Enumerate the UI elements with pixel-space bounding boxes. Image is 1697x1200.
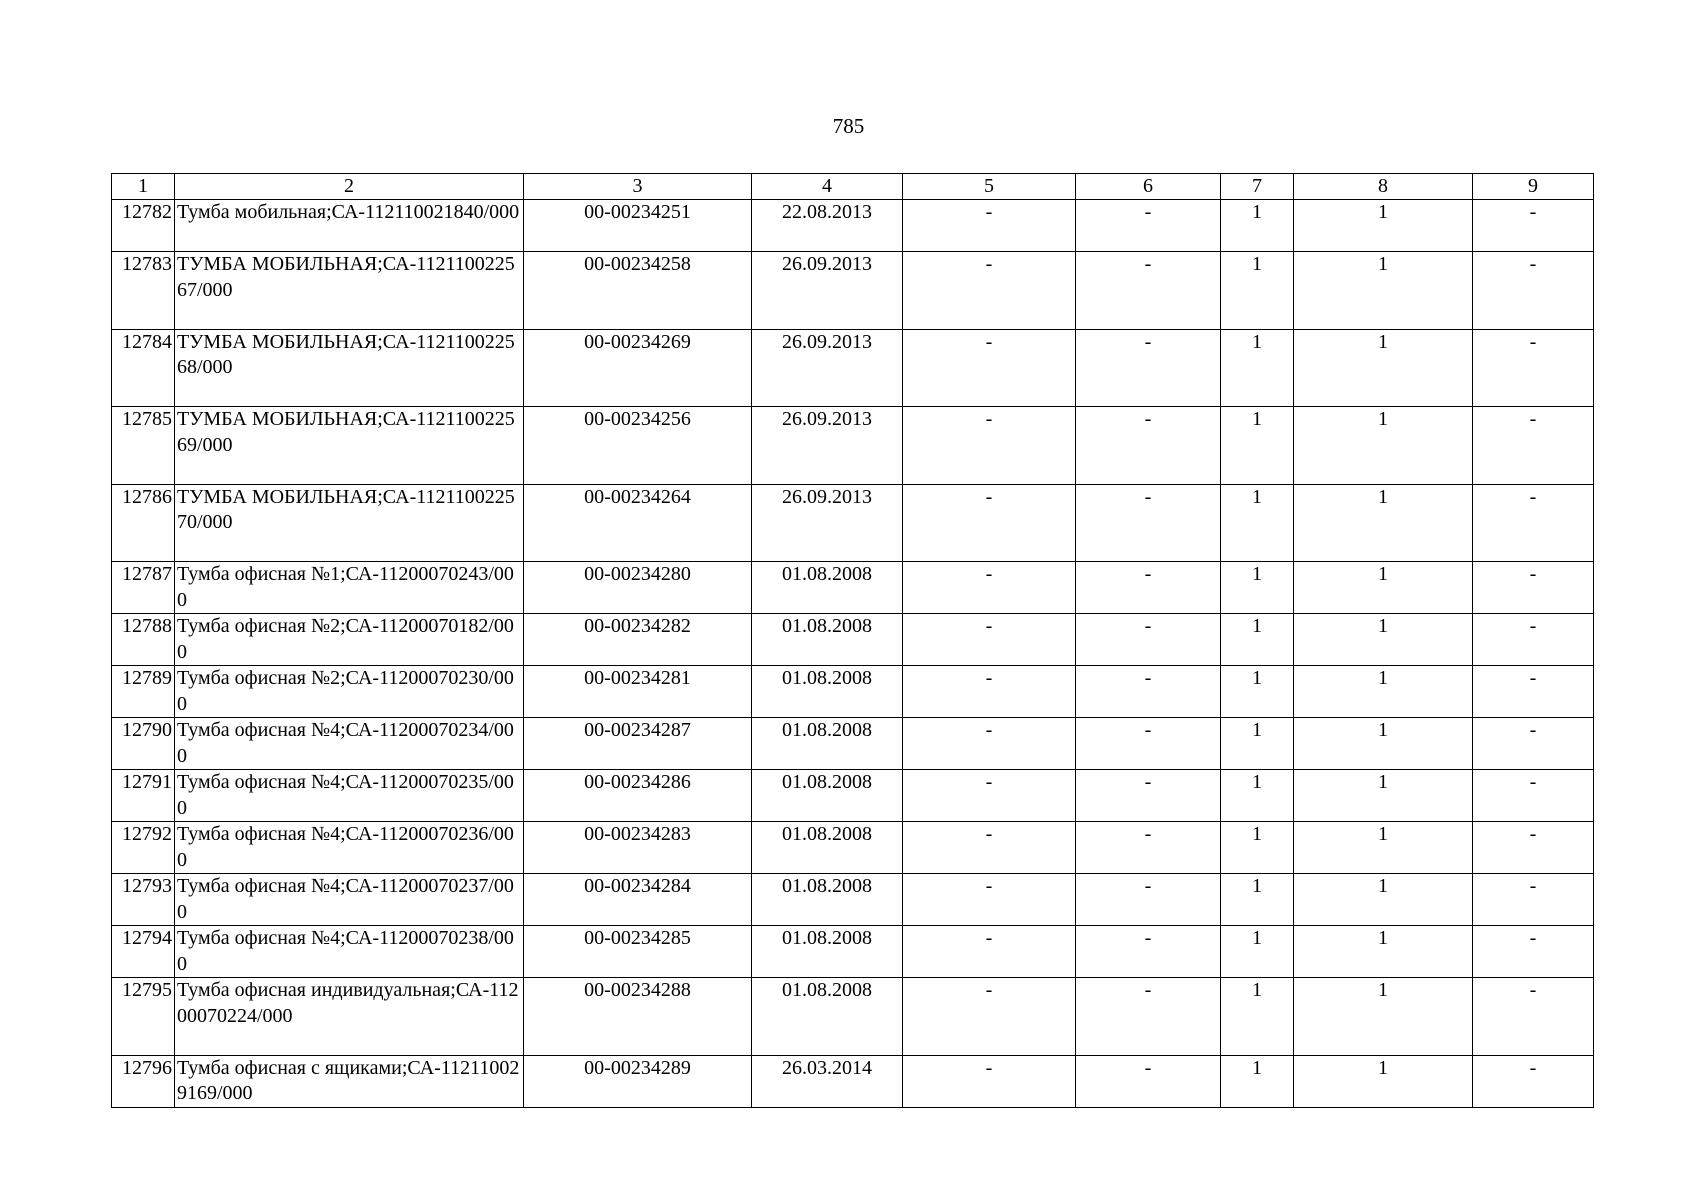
date-cell: 01.08.2008	[752, 718, 903, 770]
column-7-cell: 1	[1221, 329, 1294, 407]
item-name-cell: ТУМБА МОБИЛЬНАЯ;СА-112110022570/000	[175, 484, 524, 562]
date-cell: 01.08.2008	[752, 614, 903, 666]
row-number-cell: 12782	[112, 200, 175, 252]
column-7-cell: 1	[1221, 718, 1294, 770]
column-5-cell: -	[903, 252, 1076, 330]
column-8-cell: 1	[1294, 718, 1473, 770]
row-number-cell: 12793	[112, 874, 175, 926]
column-6-cell: -	[1076, 770, 1221, 822]
table-row	[112, 329, 1594, 407]
column-6-cell: -	[1076, 614, 1221, 666]
table-row	[112, 770, 1594, 822]
table-row	[112, 407, 1594, 485]
column-5-cell: -	[903, 200, 1076, 252]
column-5-cell: -	[903, 329, 1076, 407]
inventory-code-cell: 00-00234256	[524, 407, 752, 485]
table-row	[112, 926, 1594, 978]
page-number: 785	[832, 114, 865, 138]
column-5-cell: -	[903, 562, 1076, 614]
column-header: 7	[1221, 174, 1294, 200]
column-5-cell: -	[903, 926, 1076, 978]
inventory-code-cell: 00-00234280	[524, 562, 752, 614]
inventory-code-cell: 00-00234264	[524, 484, 752, 562]
column-7-cell: 1	[1221, 1055, 1294, 1107]
column-7-cell: 1	[1221, 614, 1294, 666]
column-7-cell: 1	[1221, 926, 1294, 978]
column-9-cell: -	[1473, 666, 1594, 718]
table-row	[112, 718, 1594, 770]
column-9-cell: -	[1473, 614, 1594, 666]
inventory-code-cell: 00-00234289	[524, 1055, 752, 1107]
column-9-cell: -	[1473, 978, 1594, 1056]
column-6-cell: -	[1076, 252, 1221, 330]
item-name-cell: Тумба офисная №4;СА-11200070236/000	[175, 822, 524, 874]
column-header: 9	[1473, 174, 1594, 200]
inventory-code-cell: 00-00234251	[524, 200, 752, 252]
inventory-code-cell: 00-00234287	[524, 718, 752, 770]
row-number-cell: 12790	[112, 718, 175, 770]
table-row	[112, 252, 1594, 330]
row-number-cell: 12795	[112, 978, 175, 1056]
column-8-cell: 1	[1294, 407, 1473, 485]
row-number-cell: 12792	[112, 822, 175, 874]
column-9-cell: -	[1473, 874, 1594, 926]
column-header: 3	[524, 174, 752, 200]
column-9-cell: -	[1473, 718, 1594, 770]
table-body	[112, 200, 1594, 1108]
column-8-cell: 1	[1294, 770, 1473, 822]
inventory-code-cell: 00-00234285	[524, 926, 752, 978]
date-cell: 26.03.2014	[752, 1055, 903, 1107]
item-name-cell: Тумба офисная №4;СА-11200070237/000	[175, 874, 524, 926]
column-6-cell: -	[1076, 329, 1221, 407]
column-9-cell: -	[1473, 484, 1594, 562]
item-name-cell: ТУМБА МОБИЛЬНАЯ;СА-112110022568/000	[175, 329, 524, 407]
column-8-cell: 1	[1294, 329, 1473, 407]
row-number-cell: 12794	[112, 926, 175, 978]
column-7-cell: 1	[1221, 770, 1294, 822]
column-9-cell: -	[1473, 926, 1594, 978]
date-cell: 01.08.2008	[752, 770, 903, 822]
item-name-cell: ТУМБА МОБИЛЬНАЯ;СА-112110022569/000	[175, 407, 524, 485]
header-row	[112, 174, 1594, 200]
item-name-cell: Тумба офисная №2;СА-11200070230/000	[175, 666, 524, 718]
inventory-code-cell: 00-00234286	[524, 770, 752, 822]
column-8-cell: 1	[1294, 822, 1473, 874]
row-number-cell: 12786	[112, 484, 175, 562]
table-row	[112, 1055, 1594, 1107]
column-8-cell: 1	[1294, 926, 1473, 978]
column-8-cell: 1	[1294, 614, 1473, 666]
table-row	[112, 978, 1594, 1056]
column-7-cell: 1	[1221, 978, 1294, 1056]
item-name-cell: Тумба мобильная;СА-112110021840/000	[175, 200, 524, 252]
date-cell: 01.08.2008	[752, 822, 903, 874]
date-cell: 01.08.2008	[752, 666, 903, 718]
table-row	[112, 874, 1594, 926]
table-row	[112, 200, 1594, 252]
table-row	[112, 484, 1594, 562]
column-6-cell: -	[1076, 484, 1221, 562]
column-8-cell: 1	[1294, 978, 1473, 1056]
column-9-cell: -	[1473, 200, 1594, 252]
column-6-cell: -	[1076, 874, 1221, 926]
item-name-cell: Тумба офисная №1;СА-11200070243/000	[175, 562, 524, 614]
column-6-cell: -	[1076, 562, 1221, 614]
column-9-cell: -	[1473, 407, 1594, 485]
column-7-cell: 1	[1221, 200, 1294, 252]
column-8-cell: 1	[1294, 484, 1473, 562]
column-5-cell: -	[903, 614, 1076, 666]
table-row	[112, 822, 1594, 874]
item-name-cell: Тумба офисная №2;СА-11200070182/000	[175, 614, 524, 666]
table-row	[112, 562, 1594, 614]
inventory-code-cell: 00-00234283	[524, 822, 752, 874]
column-9-cell: -	[1473, 329, 1594, 407]
column-7-cell: 1	[1221, 666, 1294, 718]
row-number-cell: 12796	[112, 1055, 175, 1107]
table-row	[112, 666, 1594, 718]
item-name-cell: Тумба офисная индивидуальная;СА-11200070224/000	[175, 978, 524, 1056]
item-name-cell: ТУМБА МОБИЛЬНАЯ;СА-112110022567/000	[175, 252, 524, 330]
inventory-table	[111, 173, 1594, 1108]
column-8-cell: 1	[1294, 666, 1473, 718]
date-cell: 01.08.2008	[752, 926, 903, 978]
column-5-cell: -	[903, 484, 1076, 562]
column-5-cell: -	[903, 874, 1076, 926]
item-name-cell: Тумба офисная №4;СА-11200070238/000	[175, 926, 524, 978]
column-5-cell: -	[903, 718, 1076, 770]
date-cell: 26.09.2013	[752, 252, 903, 330]
column-7-cell: 1	[1221, 562, 1294, 614]
column-header: 1	[112, 174, 175, 200]
row-number-cell: 12784	[112, 329, 175, 407]
column-5-cell: -	[903, 822, 1076, 874]
column-header: 6	[1076, 174, 1221, 200]
column-5-cell: -	[903, 978, 1076, 1056]
column-5-cell: -	[903, 666, 1076, 718]
date-cell: 22.08.2013	[752, 200, 903, 252]
row-number-cell: 12783	[112, 252, 175, 330]
column-5-cell: -	[903, 770, 1076, 822]
column-9-cell: -	[1473, 562, 1594, 614]
column-header: 4	[752, 174, 903, 200]
inventory-code-cell: 00-00234282	[524, 614, 752, 666]
column-header: 8	[1294, 174, 1473, 200]
row-number-cell: 12791	[112, 770, 175, 822]
column-6-cell: -	[1076, 407, 1221, 485]
column-8-cell: 1	[1294, 562, 1473, 614]
date-cell: 26.09.2013	[752, 329, 903, 407]
item-name-cell: Тумба офисная с ящиками;СА-112110029169/000	[175, 1055, 524, 1107]
column-8-cell: 1	[1294, 1055, 1473, 1107]
inventory-code-cell: 00-00234284	[524, 874, 752, 926]
column-5-cell: -	[903, 407, 1076, 485]
column-6-cell: -	[1076, 666, 1221, 718]
column-6-cell: -	[1076, 718, 1221, 770]
column-9-cell: -	[1473, 252, 1594, 330]
column-7-cell: 1	[1221, 484, 1294, 562]
row-number-cell: 12789	[112, 666, 175, 718]
date-cell: 26.09.2013	[752, 407, 903, 485]
date-cell: 01.08.2008	[752, 978, 903, 1056]
column-5-cell: -	[903, 1055, 1076, 1107]
item-name-cell: Тумба офисная №4;СА-11200070235/000	[175, 770, 524, 822]
inventory-code-cell: 00-00234269	[524, 329, 752, 407]
column-6-cell: -	[1076, 926, 1221, 978]
column-7-cell: 1	[1221, 407, 1294, 485]
item-name-cell: Тумба офисная №4;СА-11200070234/000	[175, 718, 524, 770]
inventory-code-cell: 00-00234288	[524, 978, 752, 1056]
column-6-cell: -	[1076, 1055, 1221, 1107]
date-cell: 01.08.2008	[752, 562, 903, 614]
date-cell: 26.09.2013	[752, 484, 903, 562]
column-6-cell: -	[1076, 200, 1221, 252]
date-cell: 01.08.2008	[752, 874, 903, 926]
column-6-cell: -	[1076, 978, 1221, 1056]
row-number-cell: 12787	[112, 562, 175, 614]
column-7-cell: 1	[1221, 252, 1294, 330]
column-8-cell: 1	[1294, 200, 1473, 252]
column-9-cell: -	[1473, 822, 1594, 874]
column-8-cell: 1	[1294, 874, 1473, 926]
column-7-cell: 1	[1221, 874, 1294, 926]
row-number-cell: 12785	[112, 407, 175, 485]
column-header: 2	[175, 174, 524, 200]
column-9-cell: -	[1473, 1055, 1594, 1107]
inventory-code-cell: 00-00234281	[524, 666, 752, 718]
inventory-code-cell: 00-00234258	[524, 252, 752, 330]
table-row	[112, 614, 1594, 666]
column-7-cell: 1	[1221, 822, 1294, 874]
column-9-cell: -	[1473, 770, 1594, 822]
column-header: 5	[903, 174, 1076, 200]
column-6-cell: -	[1076, 822, 1221, 874]
column-8-cell: 1	[1294, 252, 1473, 330]
row-number-cell: 12788	[112, 614, 175, 666]
